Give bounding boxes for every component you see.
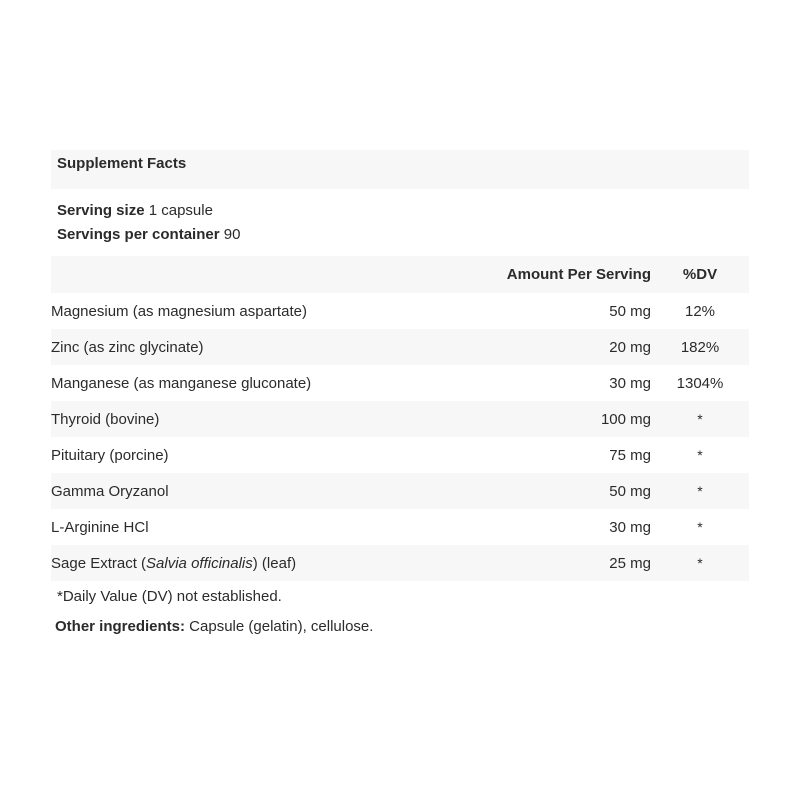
header-dv: %DV	[682, 266, 718, 283]
ingredient-amount: 50 mg	[609, 482, 651, 500]
ingredient-name: L-Arginine HCl	[51, 518, 149, 536]
panel-title: Supplement Facts	[57, 155, 187, 172]
ingredient-dv: 182%	[680, 338, 720, 356]
ingredient-name-suffix: ) (leaf)	[252, 554, 297, 572]
serving-size-value: 1 capsule	[148, 202, 213, 219]
other-ingredients	[55, 615, 749, 639]
other-ingredients-label: Other ingredients:	[55, 618, 186, 635]
ingredient-name: Gamma Oryzanol	[51, 482, 169, 500]
table-row	[51, 437, 749, 473]
ingredient-dv: *	[697, 519, 703, 535]
ingredient-dv: 1304%	[676, 374, 724, 392]
ingredient-dv: *	[697, 447, 703, 463]
table-row	[51, 293, 749, 329]
ingredient-amount: 100 mg	[600, 410, 651, 428]
servings-per-container-line	[57, 223, 749, 247]
servings-per-container-value: 90	[223, 226, 241, 243]
ingredient-amount: 25 mg	[609, 554, 651, 572]
ingredient-name: Thyroid (bovine)	[51, 410, 160, 428]
supplement-facts-panel	[51, 150, 749, 639]
ingredient-dv: 12%	[684, 302, 716, 320]
serving-info	[57, 199, 749, 247]
table-row	[51, 401, 749, 437]
other-ingredients-value: Capsule (gelatin), cellulose.	[185, 618, 374, 635]
table-row	[51, 509, 749, 545]
serving-size-label: Serving size	[57, 202, 145, 219]
facts-table	[51, 256, 749, 581]
ingredient-amount: 20 mg	[609, 338, 651, 356]
ingredient-dv: *	[697, 411, 703, 427]
dv-footnote: *Daily Value (DV) not established.	[57, 588, 282, 605]
ingredient-amount: 50 mg	[609, 302, 651, 320]
ingredient-amount: 75 mg	[609, 446, 651, 464]
ingredient-dv: *	[697, 555, 703, 571]
table-row	[51, 365, 749, 401]
serving-size-line	[57, 199, 749, 223]
ingredient-name	[51, 545, 411, 581]
table-row	[51, 473, 749, 509]
ingredient-name-prefix: Sage Extract (	[51, 554, 147, 572]
table-row	[51, 545, 749, 581]
title-bar	[51, 150, 749, 189]
ingredient-name-latin: Salvia officinalis	[146, 554, 253, 572]
ingredient-name: Magnesium (as magnesium aspartate)	[51, 302, 307, 320]
ingredient-name: Zinc (as zinc glycinate)	[51, 338, 204, 356]
ingredient-name: Pituitary (porcine)	[51, 446, 169, 464]
servings-per-container-label: Servings per container	[57, 226, 220, 243]
header-name	[51, 256, 411, 293]
header-amount: Amount Per Serving	[506, 266, 651, 283]
ingredient-dv: *	[697, 483, 703, 499]
table-header-row	[51, 256, 749, 293]
ingredient-amount: 30 mg	[609, 374, 651, 392]
ingredient-name: Manganese (as manganese gluconate)	[51, 374, 312, 392]
table-row	[51, 329, 749, 365]
ingredient-amount: 30 mg	[609, 518, 651, 536]
